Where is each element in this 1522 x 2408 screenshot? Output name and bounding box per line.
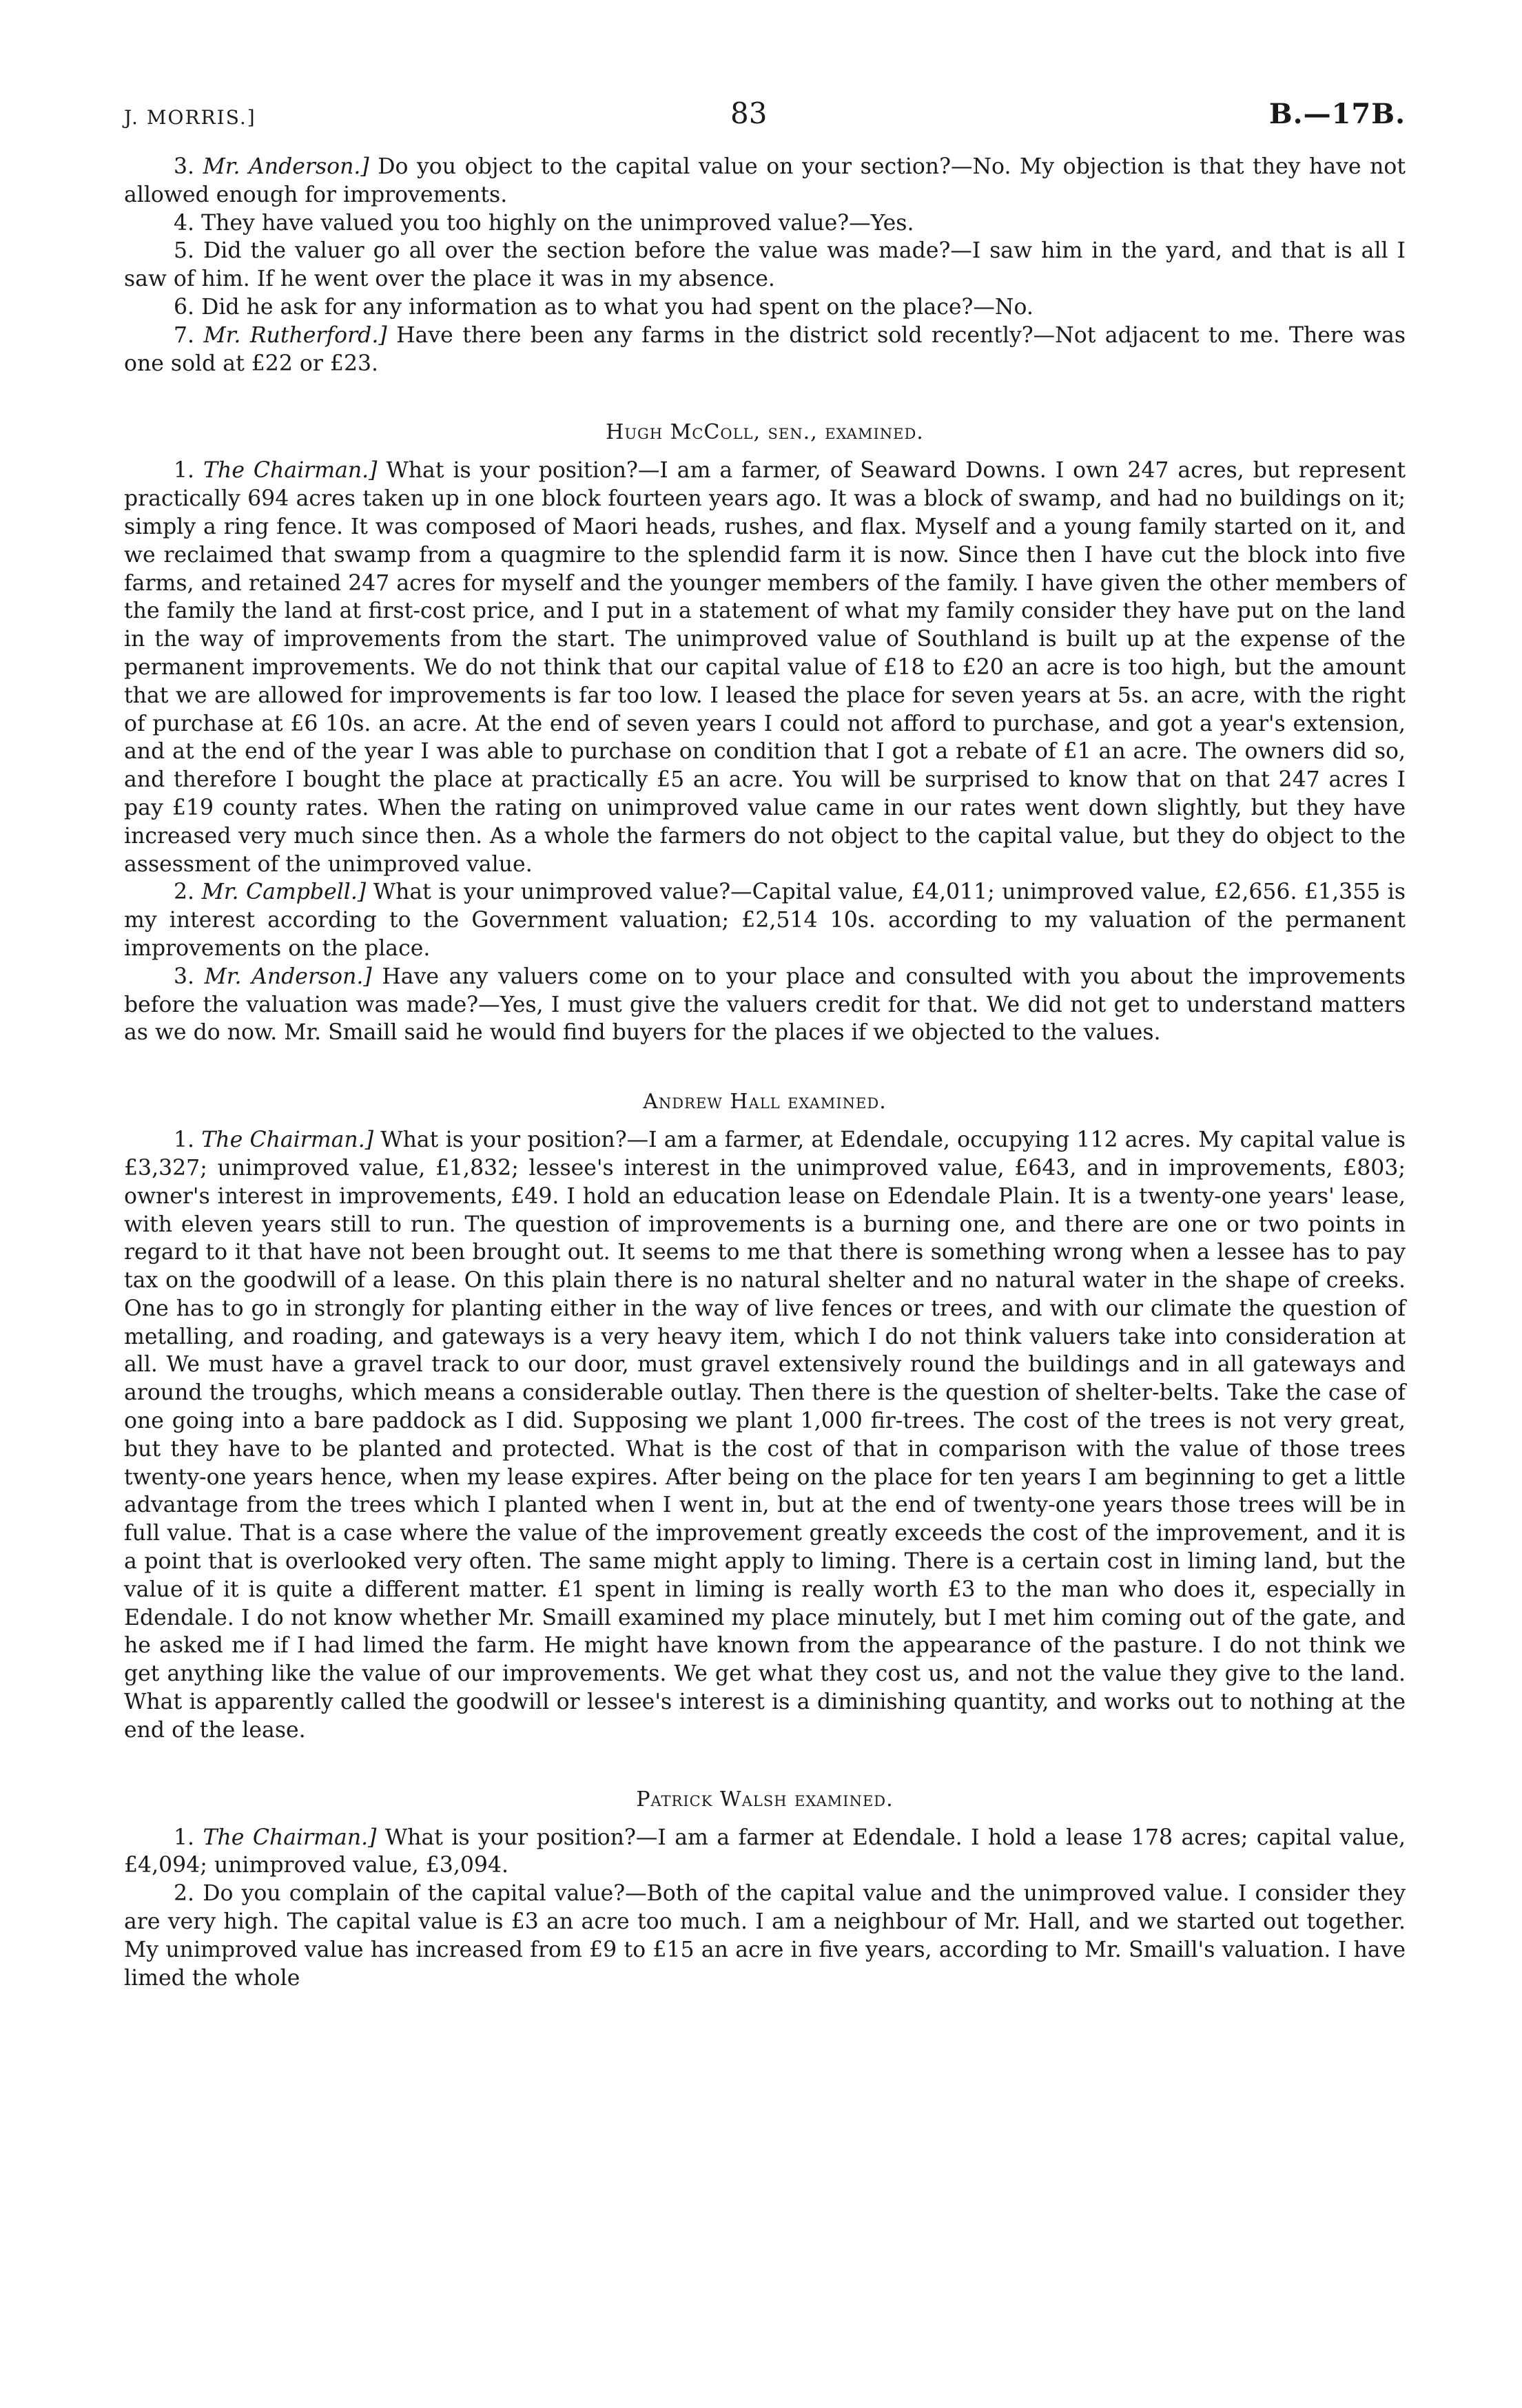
testimony-paragraph: 4. They have valued you too highly on the unimproved value?—Yes. <box>174 210 914 236</box>
testimony-paragraph: 6. Did he ask for any information as to what you had spent on the place?—No. <box>174 294 1033 320</box>
testimony-paragraph: 2. Mr. Campbell.] What is your unimproved value?—Capital value, £4,011; unimproved value, £2,656. £1,355 is my interest according to the Government valuation; £2,514 10s. according to my valuation of the permanent improvements on the place. <box>124 880 1406 961</box>
testimony-paragraph: 5. Did the valuer go all over the section before the value was made?—I saw him in the yard, and that is all I saw of him. If he went over the place it was in my absence. <box>124 238 1406 292</box>
document-reference: B.—17B. <box>1268 98 1406 130</box>
witness-heading-hall: Andrew Hall examined. <box>643 1090 887 1114</box>
morris-testimony <box>124 153 1406 377</box>
testimony-paragraph: 3. Mr. Anderson.] Do you object to the capital value on your section?—No. My objection is that they have not allowed enough for improvements. <box>124 154 1406 207</box>
document-page <box>124 96 1406 1992</box>
speaker-name: Mr. Anderson.] <box>204 964 372 989</box>
witness-heading-mccoll: Hugh McColl, sen., examined. <box>606 420 924 445</box>
testimony-paragraph: 2. Do you complain of the capital value?—Both of the capital value and the unimproved value. I consider they are very high. The capital value is £3 an acre too much. I am a neighbour of Mr. Hall, and we started out together. My unimproved value has increased from £9 to £15 an acre in five years, according to Mr. Smaill's valuation. I have limed the whole <box>124 1881 1406 1991</box>
page-number: 83 <box>730 96 768 130</box>
hall-testimony <box>124 1126 1406 1745</box>
speaker-name: Mr. Anderson.] <box>203 154 369 179</box>
testimony-paragraph: 7. Mr. Rutherford.] Have there been any farms in the district sold recently?—Not adjacent to me. There was one sold at £22 or £23. <box>124 322 1406 376</box>
walsh-testimony <box>124 1824 1406 1993</box>
mccoll-testimony <box>124 457 1406 1047</box>
testimony-paragraph: 1. The Chairman.] What is your position?—I am a farmer, of Seaward Downs. I own 247 acres, but represent practically 694 acres taken up in one block fourteen years ago. It was a block of swamp, and had no buildings on it; simply a ring fence. It was composed of Maori heads, rushes, and flax. Myself and a young family started on it, and we reclaimed that swamp from a quagmire to the splendid farm it is now. Since then I have cut the block into five farms, and retained 247 acres for myself and the younger members of the family. I have given the other members of the family the land at first-cost price, and I put in a statement of what my family consider they have put on the land in the way of improvements from the start. The unimproved value of Southland is built up at the expense of the permanent improvements. We do not think that our capital value of £18 to £20 an acre is too high, but the amount that we are allowed for improvements is far too low. I leased the place for seven years at 5s. an acre, with the right of purchase at £6 10s. an acre. At the end of seven years I could not afford to purchase, and got a year's extension, and at the end of the year I was able to purchase on condition that I got a rebate of £1 an acre. The owners did so, and therefore I bought the place at practically £5 an acre. You will be surprised to know that on that 247 acres I pay £19 county rates. When the rating on unimproved value came in our rates went down slightly, but they have increased very much since then. As a whole the farmers do not object to the capital value, but they do object to the assessment of the unimproved value. <box>124 458 1406 877</box>
testimony-paragraph: 1. The Chairman.] What is your position?—I am a farmer, at Edendale, occupying 112 acres. My capital value is £3,327; unimproved value, £1,832; lessee's interest in the unimproved value, £643, and in improvements, £803; owner's interest in improvements, £49. I hold an education lease on Edendale Plain. It is a twenty-one years' lease, with eleven years still to run. The question of improvements is a burning one, and there are one or two points in regard to it that have not been brought out. It seems to me that there is something wrong when a lessee has to pay tax on the goodwill of a lease. On this plain there is no natural shelter and no natural water in the shape of creeks. One has to go in strongly for planting either in the way of live fences or trees, and with our climate the question of metalling, and roading, and gateways is a very heavy item, which I do not think valuers take into consideration at all. We must have a gravel track to our door, must gravel extensively round the buildings and in all gateways and around the troughs, which means a considerable outlay. Then there is the question of shelter-belts. Take the case of one going into a bare paddock as I did. Supposing we plant 1,000 fir-trees. The cost of the trees is not very great, but they have to be planted and protected. What is the cost of that in comparison with the value of those trees twenty-one years hence, when my lease expires. After being on the place for ten years I am beginning to get a little advantage from the trees which I planted when I went in, but at the end of twenty-one years those trees will be in full value. That is a case where the value of the improvement greatly exceeds the cost of the improvement, and it is a point that is overlooked very often. The same might apply to liming. There is a certain cost in liming land, but the value of it is quite a different matter. £1 spent in liming is really worth £3 to the man who does it, especially in Edendale. I do not know whether Mr. Smaill examined my place minutely, but I met him coming out of the gate, and he asked me if I had limed the farm. He might have known from the appearance of the pasture. I do not think we get anything like the value of our improvements. We get what they cost us, and not the value they give to the land. What is apparently called the goodwill or lessee's interest is a diminishing quantity, and works out to nothing at the end of the lease. <box>124 1128 1406 1743</box>
header-witness-name: J. MORRIS.] <box>124 106 256 129</box>
witness-heading-walsh: Patrick Walsh examined. <box>636 1787 894 1812</box>
speaker-name: The Chairman.] <box>203 458 378 484</box>
testimony-paragraph: 3. Mr. Anderson.] Have any valuers come on to your place and consulted with you about the improvements before the valuation was made?—Yes, I must give the valuers credit for that. We did not get to understand matters as we do now. Mr. Smaill said he would find buyers for the places if we objected to the values. <box>124 964 1406 1046</box>
speaker-name: The Chairman.] <box>203 1825 377 1850</box>
speaker-name: Mr. Rutherford.] <box>203 322 387 348</box>
testimony-paragraph: 1. The Chairman.] What is your position?—I am a farmer at Edendale. I hold a lease 178 acres; capital value, £4,094; unimproved value, £3,094. <box>124 1825 1406 1878</box>
page-header <box>124 96 1406 145</box>
speaker-name: Mr. Campbell.] <box>201 880 367 905</box>
speaker-name: The Chairman.] <box>201 1128 374 1153</box>
